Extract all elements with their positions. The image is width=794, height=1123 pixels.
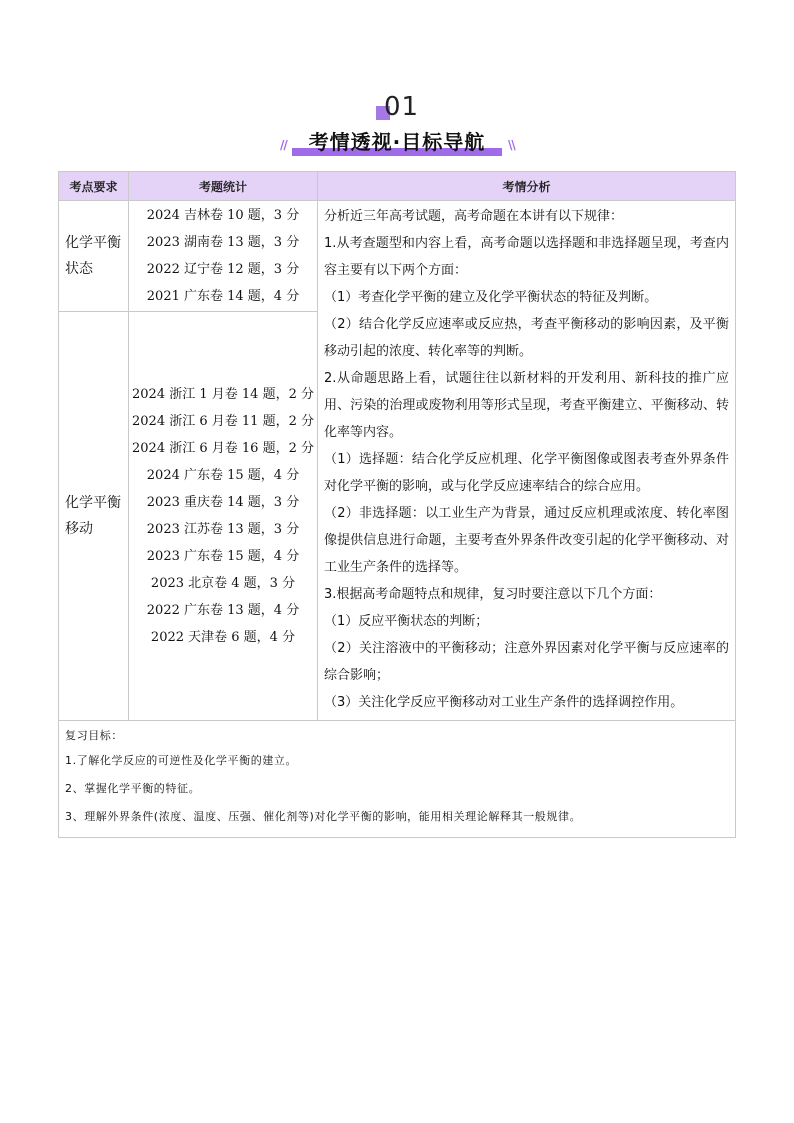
analysis-line: （1）考查化学平衡的建立及化学平衡状态的特征及判断。	[324, 290, 658, 305]
analysis-line: 2.从命题思路上看，试题往往以新材料的开发利用、新科技的推广应用、污染的治理或废物利用等形式呈现，考查平衡建立、平衡移动、转化率等内容。	[324, 371, 729, 440]
exam-analysis-table	[58, 171, 736, 838]
section-title: 考情透视·目标导航	[308, 130, 486, 154]
stat-item: 2024 广东卷 15 题，4 分	[146, 468, 300, 484]
review-item: 2、掌握化学平衡的特征。	[65, 782, 201, 795]
section-number	[376, 94, 436, 128]
analysis-line: （2）结合化学反应速率或反应热，考查平衡移动的影响因素，及平衡移动引起的浓度、转化率等的判断。	[324, 317, 729, 359]
review-item: 1.了解化学反应的可逆性及化学平衡的建立。	[65, 754, 298, 767]
header-analysis: 考情分析	[318, 172, 736, 201]
analysis-line: 1.从考查题型和内容上看，高考命题以选择题和非选择题呈现，考查内容主要有以下两个方面：	[324, 236, 729, 278]
header-requirement: 考点要求	[59, 172, 129, 201]
analysis-line: （1）选择题：结合化学反应机理、化学平衡图像或图表考查外界条件对化学平衡的影响，或与化学反应速率结合的综合应用。	[324, 452, 729, 494]
review-item: 3、理解外界条件(浓度、温度、压强、催化剂等)对化学平衡的影响，能用相关理论解释其一般规律。	[65, 810, 582, 823]
section-heading	[0, 92, 794, 162]
analysis-line: （2）关注溶液中的平衡移动；注意外界因素对化学平衡与反应速率的综合影响；	[324, 641, 729, 683]
stat-item: 2022 广东卷 13 题，4 分	[146, 603, 300, 619]
stat-item: 2023 江苏卷 13 题，3 分	[146, 522, 300, 538]
stat-item: 2022 天津卷 6 题，4 分	[150, 630, 296, 646]
stats-equilibrium-shift	[129, 312, 318, 721]
stat-item: 2024 吉林卷 10 题，3 分	[146, 208, 300, 224]
header-statistics: 考题统计	[129, 172, 318, 201]
stat-item: 2023 湖南卷 13 题，3 分	[146, 235, 300, 251]
table-row	[59, 201, 736, 312]
analysis-line: （3）关注化学反应平衡移动对工业生产条件的选择调控作用。	[324, 695, 684, 710]
review-goals-cell	[59, 721, 736, 838]
section-number-text: 01	[384, 92, 420, 122]
analysis-line: 分析近三年高考试题，高考命题在本讲有以下规律：	[324, 209, 624, 224]
title-slash-right: \\	[508, 138, 515, 152]
stat-item: 2023 北京卷 4 题，3 分	[150, 576, 296, 592]
analysis-cell	[318, 201, 736, 721]
stats-equilibrium-state	[129, 201, 318, 312]
stat-item: 2024 浙江 1 月卷 14 题，2 分	[132, 387, 314, 403]
review-title: 复习目标：	[65, 729, 123, 742]
stat-item: 2023 广东卷 15 题，4 分	[146, 549, 300, 565]
analysis-line: （1）反应平衡状态的判断；	[324, 614, 489, 629]
stat-item: 2022 辽宁卷 12 题，3 分	[146, 262, 300, 278]
title-slash-left: //	[280, 138, 287, 152]
review-row	[59, 721, 736, 838]
category-equilibrium-shift: 化学平衡移动	[59, 312, 129, 721]
stat-item: 2024 浙江 6 月卷 11 题，2 分	[132, 414, 314, 430]
analysis-line: 3.根据高考命题特点和规律，复习时要注意以下几个方面：	[324, 587, 662, 602]
stat-item: 2024 浙江 6 月卷 16 题，2 分	[132, 441, 314, 457]
category-equilibrium-state: 化学平衡状态	[59, 201, 129, 312]
analysis-line: （2）非选择题：以工业生产为背景，通过反应机理或浓度、转化率图像提供信息进行命题，主要考查外界条件改变引起的化学平衡移动、对工业生产条件的选择等。	[324, 506, 729, 575]
table-header-row	[59, 172, 736, 201]
stat-item: 2021 广东卷 14 题，4 分	[146, 289, 300, 305]
stat-item: 2023 重庆卷 14 题，3 分	[146, 495, 300, 511]
